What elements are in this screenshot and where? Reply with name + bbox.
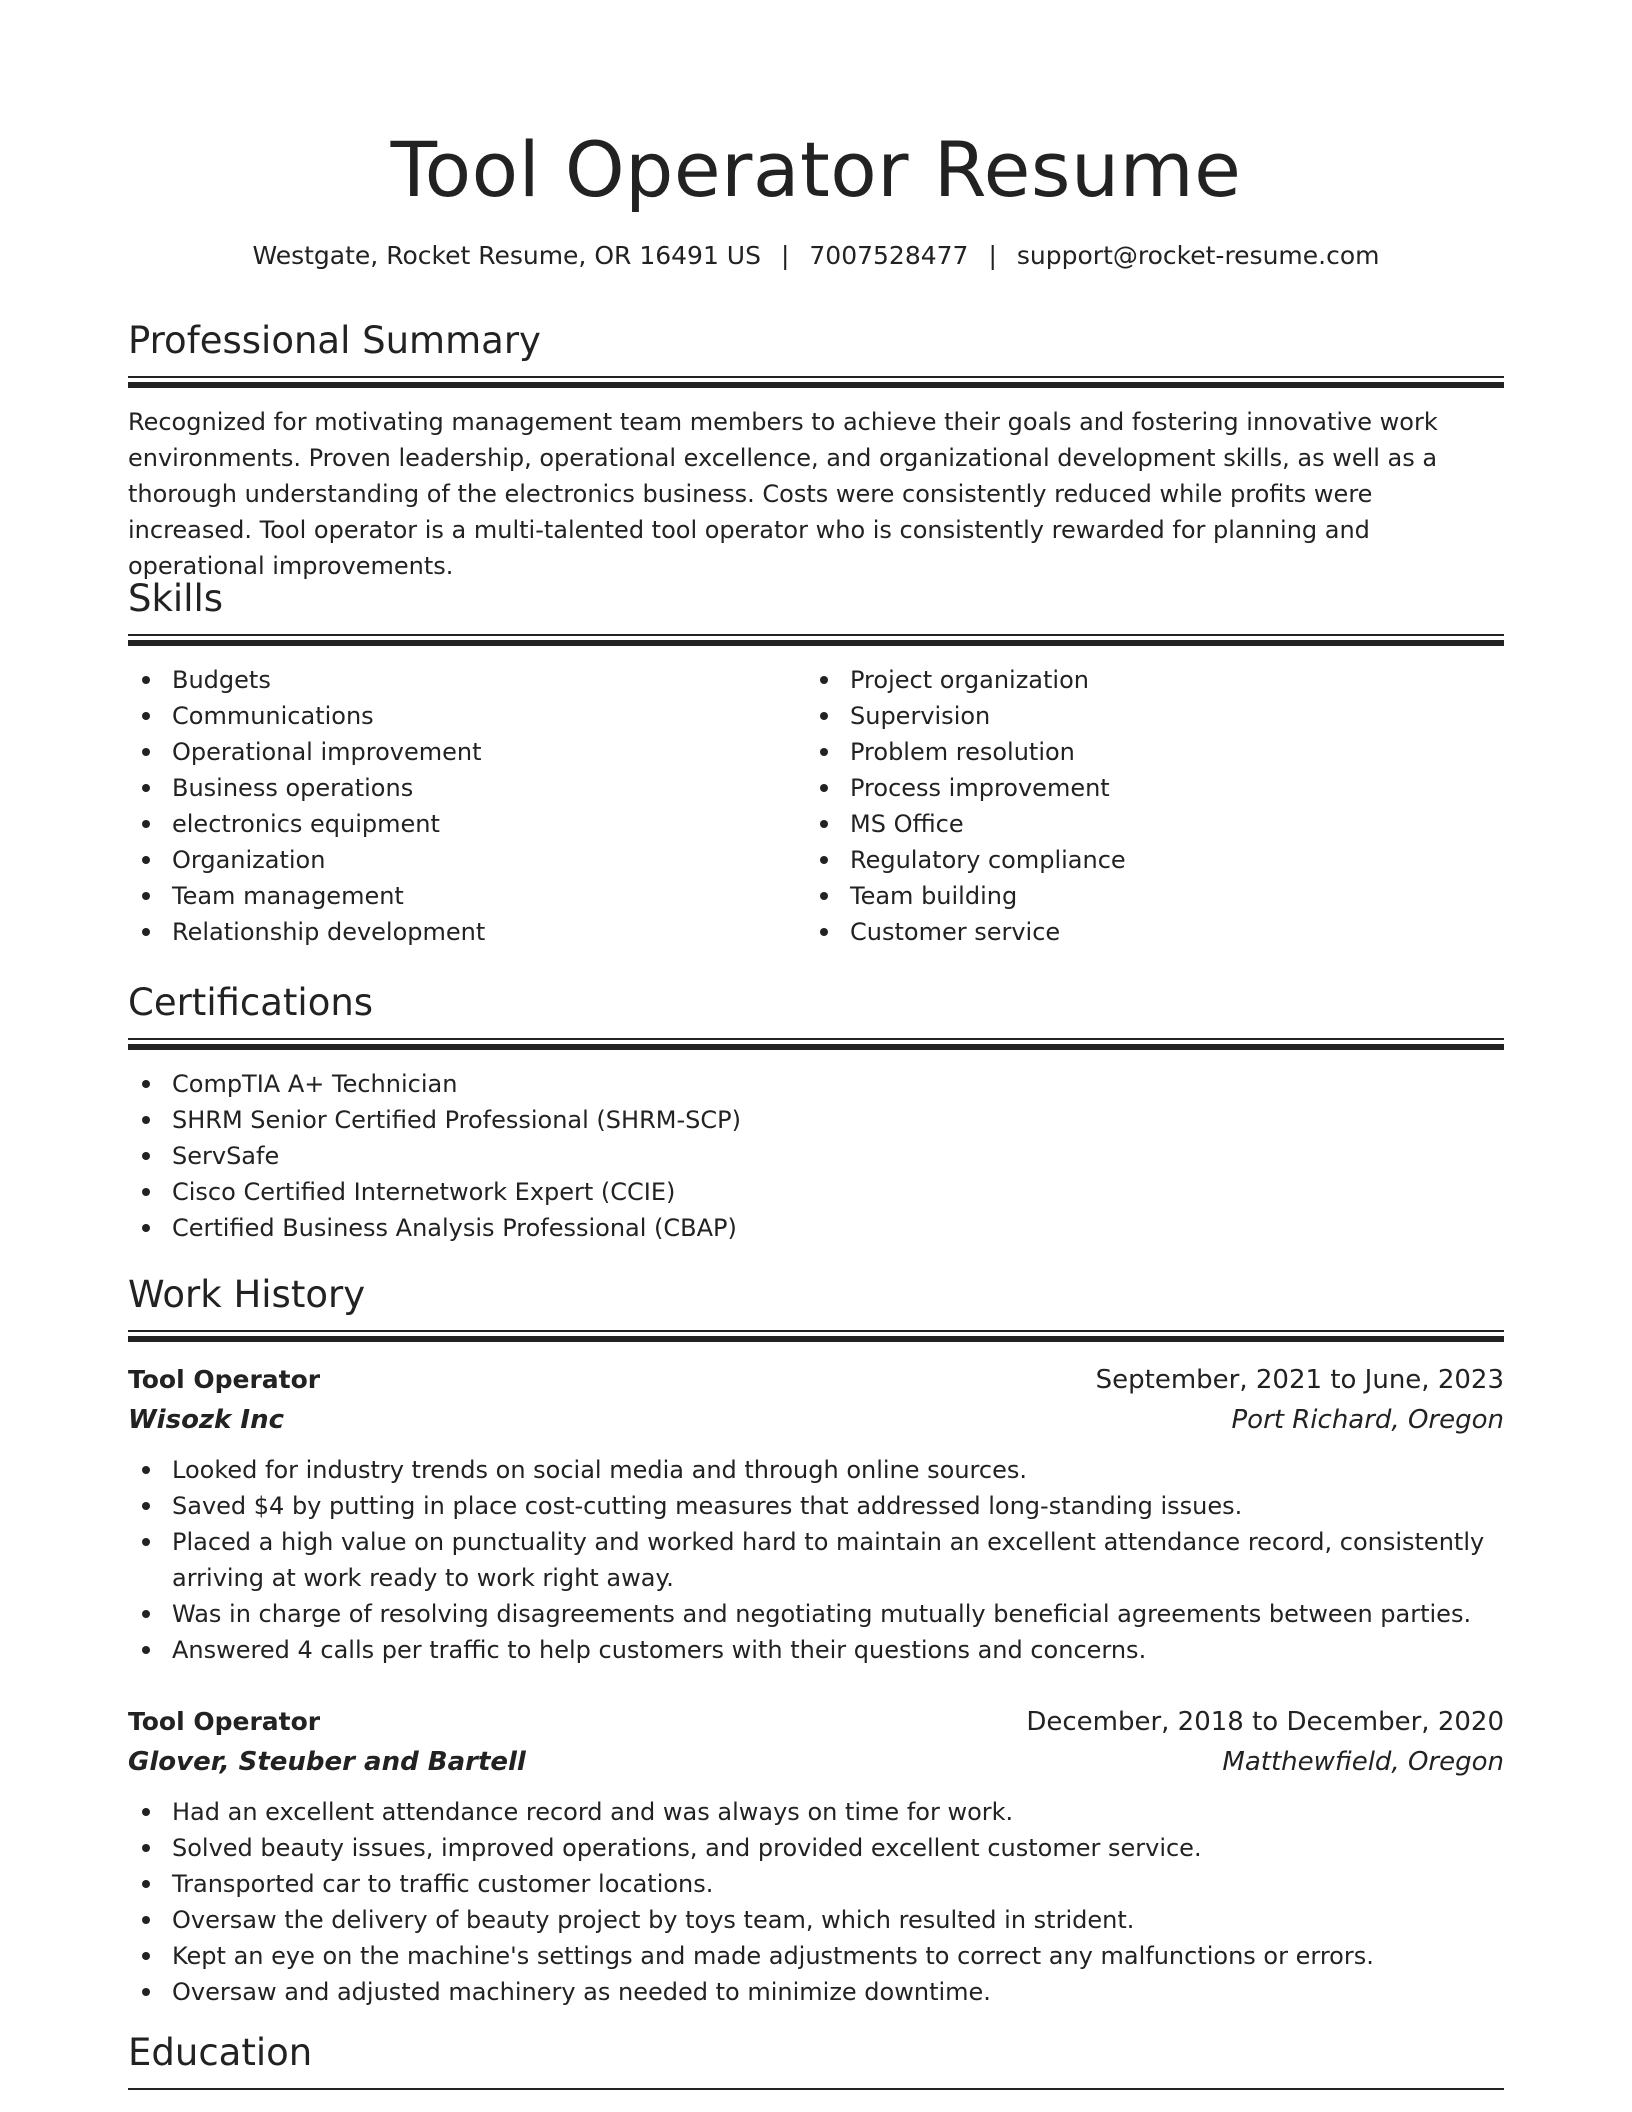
job-title: Tool Operator — [128, 1707, 321, 1736]
certification-item: Certified Business Analysis Professional (CBAP) — [128, 1210, 1504, 1246]
certification-item: ServSafe — [128, 1138, 1504, 1174]
summary-text: Recognized for motivating management team members to achieve their goals and fostering innovative work environments. Proven leadership, operational excellence, and organizational development skills, as well as a thorough understanding of the electronics business. Costs were consistently reduced while profits were increased. Tool operator is a multi-talented tool operator who is consistently rewarded for planning and operational improvements. — [128, 408, 1438, 580]
contact-address: Westgate, Rocket Resume, OR 16491 US — [252, 241, 761, 270]
work-history-section — [128, 1272, 1504, 2010]
skill-item: Problem resolution — [806, 734, 1484, 770]
skill-item: Supervision — [806, 698, 1484, 734]
job-bullet: Placed a high value on punctuality and worked hard to maintain an excellent attendance record, consistently arriving at work ready to work right away. — [128, 1524, 1504, 1596]
skill-item: Operational improvement — [128, 734, 806, 770]
summary-section — [128, 318, 1504, 584]
contact-email: support@rocket-resume.com — [1016, 241, 1380, 270]
job-bullet: Was in charge of resolving disagreements and negotiating mutually beneficial agreements between parties. — [128, 1596, 1504, 1632]
job-header — [128, 1702, 1504, 1742]
skills-right-list — [806, 662, 1484, 950]
section-divider — [128, 1038, 1504, 1050]
job-entry — [128, 1702, 1504, 2010]
work-history-heading: Work History — [128, 1273, 366, 1316]
contact-phone: 7007528477 — [809, 241, 969, 270]
skills-heading: Skills — [128, 577, 224, 620]
job-bullets — [128, 1794, 1504, 2010]
job-dates: December, 2018 to December, 2020 — [1026, 1707, 1504, 1737]
certification-item: CompTIA A+ Technician — [128, 1066, 1504, 1102]
resume-title: Tool Operator Resume — [390, 125, 1242, 214]
job-entry — [128, 1360, 1504, 1668]
job-bullet: Kept an eye on the machine's settings and made adjustments to correct any malfunctions or errors. — [128, 1938, 1504, 1974]
skill-item: MS Office — [806, 806, 1484, 842]
contact-separator: | — [780, 241, 790, 270]
contact-line — [128, 238, 1504, 274]
job-company: Glover, Steuber and Bartell — [128, 1747, 526, 1777]
certifications-list — [128, 1066, 1504, 1246]
skills-section — [128, 576, 1504, 950]
section-divider — [128, 1330, 1504, 1342]
skill-item: Relationship development — [128, 914, 806, 950]
job-dates: September, 2021 to June, 2023 — [1095, 1365, 1504, 1395]
skills-columns — [128, 662, 1504, 950]
skill-item: Regulatory compliance — [806, 842, 1484, 878]
skill-item: Team building — [806, 878, 1484, 914]
job-bullet: Looked for industry trends on social media and through online sources. — [128, 1452, 1504, 1488]
job-title: Tool Operator — [128, 1365, 321, 1394]
job-bullet: Had an excellent attendance record and was always on time for work. — [128, 1794, 1504, 1830]
job-bullet: Answered 4 calls per traffic to help customers with their questions and concerns. — [128, 1632, 1504, 1668]
job-subheader — [128, 1742, 1504, 1782]
section-divider — [128, 376, 1504, 388]
skill-item: Project organization — [806, 662, 1484, 698]
certification-item: SHRM Senior Certified Professional (SHRM-SCP) — [128, 1102, 1504, 1138]
skill-item: Budgets — [128, 662, 806, 698]
section-divider — [128, 634, 1504, 646]
skill-item: Business operations — [128, 770, 806, 806]
job-location: Matthewfield, Oregon — [1222, 1747, 1504, 1777]
summary-heading: Professional Summary — [128, 319, 541, 362]
job-bullet: Saved $4 by putting in place cost-cutting measures that addressed long-standing issues. — [128, 1488, 1504, 1524]
job-bullet: Transported car to traffic customer locations. — [128, 1866, 1504, 1902]
job-bullet: Solved beauty issues, improved operations, and provided excellent customer service. — [128, 1830, 1504, 1866]
job-bullet: Oversaw and adjusted machinery as needed to minimize downtime. — [128, 1974, 1504, 2010]
job-bullets — [128, 1452, 1504, 1668]
skill-item: Process improvement — [806, 770, 1484, 806]
job-location: Port Richard, Oregon — [1231, 1405, 1504, 1435]
skill-item: Organization — [128, 842, 806, 878]
education-section — [128, 2030, 1504, 2090]
skills-left-list — [128, 662, 806, 950]
education-heading: Education — [128, 2031, 313, 2074]
job-company: Wisozk Inc — [128, 1405, 284, 1435]
skill-item: Customer service — [806, 914, 1484, 950]
job-header — [128, 1360, 1504, 1400]
section-divider — [128, 2088, 1504, 2090]
certification-item: Cisco Certified Internetwork Expert (CCIE) — [128, 1174, 1504, 1210]
job-bullet: Oversaw the delivery of beauty project by toys team, which resulted in strident. — [128, 1902, 1504, 1938]
skill-item: Communications — [128, 698, 806, 734]
skill-item: Team management — [128, 878, 806, 914]
job-subheader — [128, 1400, 1504, 1440]
contact-separator: | — [988, 241, 997, 270]
certifications-section — [128, 980, 1504, 1246]
skill-item: electronics equipment — [128, 806, 806, 842]
certifications-heading: Certifications — [128, 981, 374, 1024]
